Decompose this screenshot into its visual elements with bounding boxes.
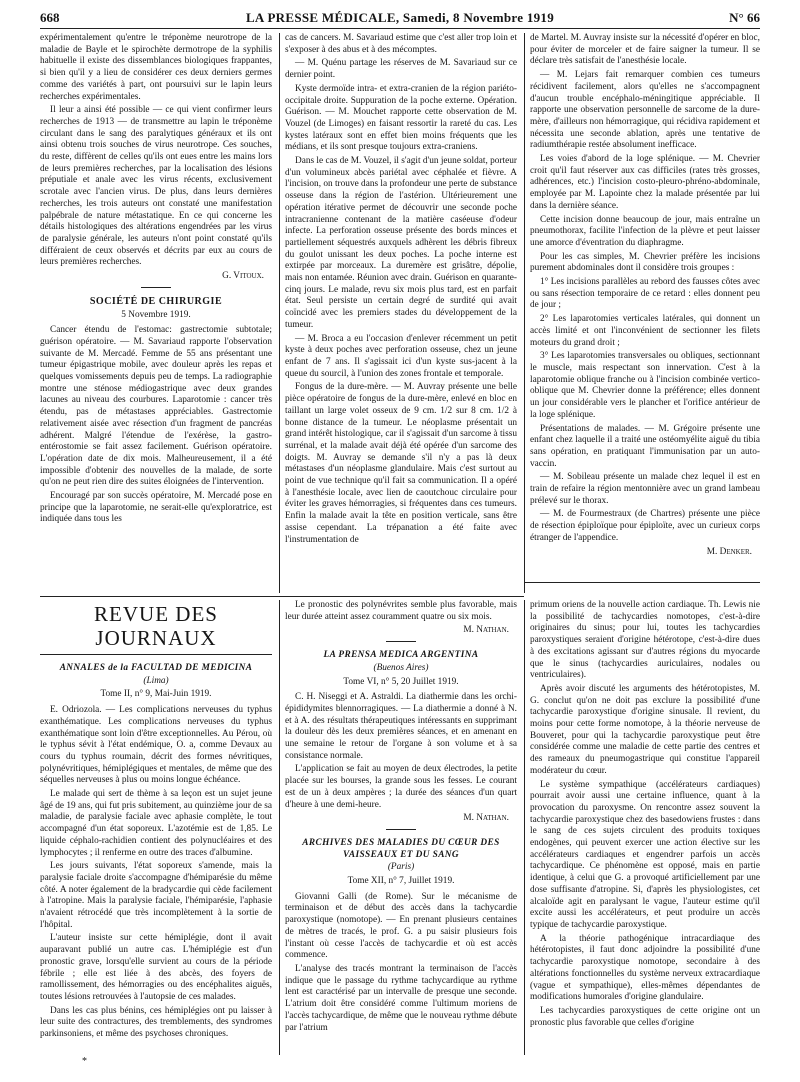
section-rule [40,596,524,597]
paragraph: A la théorie pathogénique intracardiaque des hétérotopistes, il faut donc adjoindre la possibilité d'une tachycardie paroxystique nomotope, secondaire à des altérations fonctionnelles du système nerveux extracardiaque (vague et sympathique), elles-mêmes dépendantes de modifications humorales d'origine glandulaire. [530,933,760,1003]
section-heading: SOCIÉTÉ DE CHIRURGIE [89,295,223,307]
paragraph: Le système sympathique (accélérateurs cardiaques) pourrait avoir aussi une certaine influence, quant à la provocation du paroxysme. On rencontre assez souvent la tachycardie paroxystique chez des basedowiens frustes : dans le sang de ces sujets circulent des produits toxiques endogènes, qui peuvent exercer une action élective sur les accélérateurs cardiaques et engendrer parfois un accès tachycardique. Ce phénomène est opposé, mais en partie identique, à celui que G. a provoqué artificiellement par une dose suffisante d'atropine. Si, d'après les physiologistes, cet alcaloïde agit en paralysant le vague, l'auteur estime qu'il excite aussi les accélérateurs, et peut produire un accès typique de tachycardie paroxystique. [530,779,760,930]
separator [141,287,171,288]
journal-name: LA PRENSA MEDICA ARGENTINA [323,650,479,661]
paragraph: Les jours suivants, l'état soporeux s'amende, mais la paralysie faciale droite s'accompagne d'hémiparésie du même côté. A noter également de la bradycardie qui cède facilement à l'atropine. Mais la paralysie faciale, l'hémiparésie, l'aphasie n'avaient rétrocédé que très incomplètement à la sortie de l'hôpital. [40,861,272,930]
bottom-column-1 [40,600,272,1055]
paragraph: Pour les cas simples, M. Chevrier préfère les incisions purement abdominales dont il considère trois groupes : [530,251,760,274]
paragraph: C. H. Niseggi et A. Astraldi. La diathermie dans les orchi-épididymites blennorragiques. — La diathermie a donné à N. et à A. des résultats thérapeutiques intéressants en supprimant la douleur dès les deux premières séances, et en amenant en une semaine le retour de l'organe à son volume et à sa consistance normale. [285,692,517,761]
paragraph: 2° Les laparotomies verticales latérales, qui donnent un accès limité et ont l'inconvénient de sectionner les filets moteurs du grand droit ; [530,314,760,348]
journal-place: (Buenos Aires) [373,662,429,673]
bottom-column-3 [530,600,760,1055]
journal-place: (Lima) [143,675,169,686]
paragraph: 1° Les incisions parallèles au rebord des fausses côtes avec ou sans résection temporaire de ce retard : elles donnent peu de jour ; [530,277,760,311]
paragraph: Cancer étendu de l'estomac: gastrectomie subtotale; guérison opératoire. — M. Savariaud rapporte l'observation suivante de M. Mercadé. Femme de 55 ans présentant une tumeur épigastrique mobile, avec douleur après les repas et quelques vomissements depuis peu de temps. La radiographie montre une sténose médiogastrique avec deux grandes lacunes au niveau des courbures. Laparotomie : cancer très étendu, pas de métastases appréciables. Gastrectomie relativement aisée avec résection d'un fragment de pancréas adhérent. Malgré l'étendue de l'exérèse, la gastro-entérostomie se fait assez facilement. Guérison opératoire. L'opération date de dix mois. Malheureusement, il a été impossible d'obtenir des nouvelles de la malade, de sorte qu'on ne peut rien dire des suites éloignées de l'intervention. [40,325,272,488]
paragraph: — M. Quénu partage les réserves de M. Savariaud sur ce dernier point. [285,58,517,81]
paragraph: Cette incision donne beaucoup de jour, mais entraîne un pneumothorax, facilite l'infection de la plèvre et peut laisser une amorce d'éventration du diaphragme. [530,214,760,248]
paragraph: Le malade qui sert de thème à sa leçon est un sujet jeune âgé de 19 ans, qui fut pris subitement, au quinzième jour de sa maladie, de paralysie faciale avec aphasie complète, le tout accompagné d'un état soporeux. L'azotémie est de 1,85. Le liquide céphalo-rachidien contient des polynucléaires et des lymphocytes ; il renferme en outre des traces d'albumine. [40,789,272,858]
paragraph: Les voies d'abord de la loge splénique. — M. Chevrier croit qu'il faut réserver aux cas difficiles (rates très grosses, adhérences, etc.) l'incision costo-pleuro-phréno-abdominale, employée par M. Lapointe chez la malade présentée par lui dans la dernière séance. [530,154,760,211]
session-date: 5 Novembre 1919. [121,310,191,321]
footer-mark: * [82,1056,87,1067]
column-divider [524,600,525,1055]
signature: M. Denker. [706,546,752,557]
page-number: 668 [40,10,60,25]
paragraph: cas de cancers. M. Savariaud estime que c'est aller trop loin et s'exposer à des abus et à des mécomptes. [285,33,517,55]
paragraph: Les tachycardies paroxystiques de cette origine ont un pronostic plus favorable que celles d'origine [530,1005,760,1028]
review-title: REVUE DES JOURNAUX [94,602,218,650]
journal-issue: Tome XII, n° 7, Juillet 1919. [347,876,455,887]
bottom-column-2 [285,600,517,1055]
column-divider [279,33,280,593]
paragraph: Après avoir discuté les arguments des hétérotopistes, M. G. conclut qu'on ne doit pas exclure la possibilité d'une tachycardie paroxystique d'origine sinusale. Il revient, du moins pour cette forme nomotope, à la théorie nerveuse de Bouveret, pour qui la tachycardie paroxystique peut être considérée comme une maladie de cette partie des centres et des rameaux du pneumogastrique qui constitue l'appareil modérateur du cœur. [530,683,760,776]
column-divider [524,33,525,593]
section-rule [524,582,760,583]
journal-issue: Tome II, n° 9, Mai-Juin 1919. [100,689,212,700]
journal-name: ARCHIVES DES MALADIES DU CŒUR DES VAISSEAUX ET DU SANG [302,837,500,860]
header-rule [40,28,760,29]
paragraph: Fongus de la dure-mère. — M. Auvray présente une belle pièce opératoire de fongus de la dure-mère, enlevé en bloc en taillant un large volet osseux de 9 cm. 1/2 sur 8 cm. 1/2 à bonne distance de la tumeur. Le néoplasme présentait un grand intérêt histologique, car il s'agissait d'un sarcome à tissu surrénal, et la malade avait déjà été opérée d'un sarcome des doigts. M. Auvray se demande s'il n'y a pas là deux métastases d'un néoplasme glandulaire. Mais c'est surtout au point de vue technique qu'il fait sa communication. Il a opéré à l'anesthésie locale, avec lien de caoutchouc circulaire pour éviter les graves hémorragies, si fréquentes dans ces tumeurs. Enfin la malade avait la tête en position verticale, sans être assise cependant. La trépanation a été faite avec l'instrumentation de [285,382,517,545]
separator [386,641,416,642]
paragraph: de Martel. M. Auvray insiste sur la nécessité d'opérer en bloc, pour éviter de morceler et de faire saigner la tumeur. Il se déclare très satisfait de l'anesthésie locale. [530,33,760,67]
paragraph: — M. de Fourmestraux (de Chartres) présente une pièce de résection épiploïque pour épiploïte, avec un curieux corps étranger de l'appendice. [530,509,760,543]
paragraph: Il leur a ainsi été possible — ce qui vient confirmer leurs recherches de 1913 — de transmettre au lapin le tréponème circulant dans le sang des paralytiques généraux et ils ont ainsi obtenu trois souches de virus neurotrope. Ces souches, du reste, diffèrent de celles qu'ils ont eues entre les mains lors de leurs premières recherches, par la localisation des lésions préputiale et anale avec les virus récents, exclusivement scrotale avec l'ancien virus. De plus, dans leurs dernières recherches, les trois auteurs ont constaté une manifestation palpébrale de nature métastatique. En ce qui concerne les détails histologiques des altérations engendrées par les virus de paralysie générale, les auteurs n'ont point constaté qu'ils différaient de ceux observés et décrits par eux au cours de leurs premières recherches. [40,105,272,268]
journal-place: (Paris) [387,862,415,873]
page-header [40,10,760,26]
paragraph: L'analyse des tracés montrant la terminaison de l'accès indique que le passage du rythme tachycardique au rythme lent est caractérisé par un intervalle de presque une seconde. L'atrium doit être considéré comme l'ultimum moriens de l'accès tachycardique, de même que le nouveau rythme débute par l'atrium [285,963,517,1033]
paragraph: 3° Les laparotomies transversales ou obliques, sectionnant le muscle, mais respectant son innervation. C'est à la laparotomie oblique franche ou à l'incision combinée vertico-oblique que M. Chevrier donne la préférence; elles donnent un jour considérable vers le plancher et l'orifice antérieur de la loge splénique. [530,351,760,420]
paragraph: expérimentalement qu'entre le tréponème neurotrope de la maladie de Bayle et le spirochète dermotrope de la syphilis habituelle il existe des dissemblances biologiques frappantes, si bien qu'il y a lieu de considérer ces deux derniers germes comme des variétés à part, ont poursuivi sur le lapin leurs recherches expérimentales. [40,33,272,102]
paragraph: — M. Lejars fait remarquer combien ces tumeurs récidivent facilement, alors qu'elles ne s'accompagnent d'aucun trouble encéphalo-méningitique appréciable. Il rapporte une observation personnelle de sarcome de la dure-mère, d'ailleurs non hémorragique, qui récidiva rapidement et nécessita une seconde ablation, après une tentative de radiumthérapie restée absolument inefficace. [530,70,760,151]
paragraph: Le pronostic des polynévrites semble plus favorable, mais leur durée atteint assez couramment quatre ou six mois. [285,600,517,622]
paragraph: primum oriens de la nouvelle action cardiaque. Th. Lewis nie la possibilité de tachycardies nomotopes, c'est-à-dire originaires du sinus; pour lui, toutes les tachycardies paroxystiques seraient d'origine hétérotope, c'est-à-dire dues à des excitations agissant sur d'autres régions du myocarde que le sinus (tachycardies auriculaires, nodales ou ventriculaires). [530,600,760,681]
signature: M. Nathan. [463,625,509,636]
paragraph: — M. Sobileau présente un malade chez lequel il est en train de refaire la région mentonnière avec un grand lambeau prélevé sur le thorax. [530,472,760,506]
paragraph: — M. Broca a eu l'occasion d'enlever récemment un petit kyste à deux poches avec perforation osseuse, chez un jeune enfant de 7 ans. Il s'agissait ici d'un kyste sus-jacent à la queue du sourcil, à l'union des zones frontale et temporale. [285,333,517,379]
top-column-1 [40,33,272,593]
separator [386,829,416,830]
paragraph: Kyste dermoïde intra- et extra-cranien de la région pariéto-occipitale droite. Suppuration de la poche externe. Opération. Guérison. — M. Mouchet rapporte cette observation de M. Vouzel (de Limoges) en faisant ressortir la rareté du cas. Les kystes latéraux sont en effet bien moins fréquents que les médians, et ils sont presque toujours extra-craniens. [285,83,517,153]
paragraph: L'application se fait au moyen de deux électrodes, la petite placée sur les bourses, la grande sous les fesses. Le courant est de un à deux ampères ; la durée des séances d'un quart d'heure à une demi-heure. [285,764,517,810]
paragraph: Dans le cas de M. Vouzel, il s'agit d'un jeune soldat, porteur d'un volumineux abcès pariétal avec céphalée et fièvre. A l'incision, on trouve dans la profondeur une perte de substance osseuse dans la région de l'astérion. Ultérieurement une opération itérative permet de découvrir une seconde poche intracranienne contenant de la matière caséeuse d'odeur infecte. La perforation osseuse présente des bords minces et partiellement séquestrés auxquels adhèrent les débris fibreux du goulot unissant les deux poches. La poche interne est extirpée par morceaux. La duremère est grisâtre, dépolie, mais non entamée. Réunion avec drain. Guérison en quarante-cinq jours. Le malade, revu six mois plus tard, est en parfait état. Seul persiste un certain degré de surdité qui avait coïncidé avec les premiers stades du développement de la tumeur. [285,156,517,330]
top-column-3 [530,33,760,593]
signature: G. Vitoux. [222,271,264,282]
signature: M. Nathan. [463,813,509,824]
issue-number: N° 66 [729,10,760,25]
paragraph: Présentations de malades. — M. Grégoire présente une enfant chez laquelle il a traité une ostéomyélite aiguë du tibia sans opération, en pratiquant l'immunisation par un auto-vaccin. [530,423,760,469]
top-column-2 [285,33,517,593]
paragraph: L'auteur insiste sur cette hémiplégie, dont il avait auparavant publié un autre cas. L'hémiplégie est d'un pronostic grave, lorsqu'elle survient au cours de la période fébrile ; elle est liée à des abcès, des foyers de ramollissement, des hémorragies ou des encéphalites aiguës, toutes lésions retrouvées à l'autopsie de ces malades. [40,933,272,1002]
publication-header: LA PRESSE MÉDICALE, Samedi, 8 Novembre 1919 [245,10,555,25]
title-rule [40,654,272,655]
paragraph: E. Odriozola. — Les complications nerveuses du typhus exanthématique. Les complications nerveuses du typhus exanthématique sont loin d'être exceptionnelles. Au Pérou, où le typhus sévit à l'état endémique, O. a, comme Devaux au cours du typhus roumain, décrit des formes névritiques, polynévritiques, hémiplégiques et mentales, de même que des séquelles nerveuses à plus ou moins longue échéance. [40,705,272,786]
journal-name: ANNALES de la FACULTAD DE MEDICINA [59,663,253,673]
paragraph: Encouragé par son succès opératoire, M. Mercadé pose en principe que la laparotomie, ne serait-elle qu'exploratrice, est indiquée dans tous les [40,491,272,525]
paragraph: Giovanni Galli (de Rome). Sur le mécanisme de terminaison et de début des accès dans la tachycardie paroxystique (nomotope). — En prenant plusieurs centaines de mètres de tracés, le prof. G. a pu saisir plusieurs fois l'instant où cesse l'accès de tachycardie et où est accès commence. [285,891,517,961]
journal-issue: Tome VI, n° 5, 20 Juillet 1919. [343,676,459,687]
column-divider [279,600,280,1055]
paragraph: Dans les cas plus bénins, ces hémiplégies ont pu laisser à leur suite des contractures, des tremblements, des syndromes parkinsoniens, et même des psychoses chroniques. [40,1005,272,1040]
